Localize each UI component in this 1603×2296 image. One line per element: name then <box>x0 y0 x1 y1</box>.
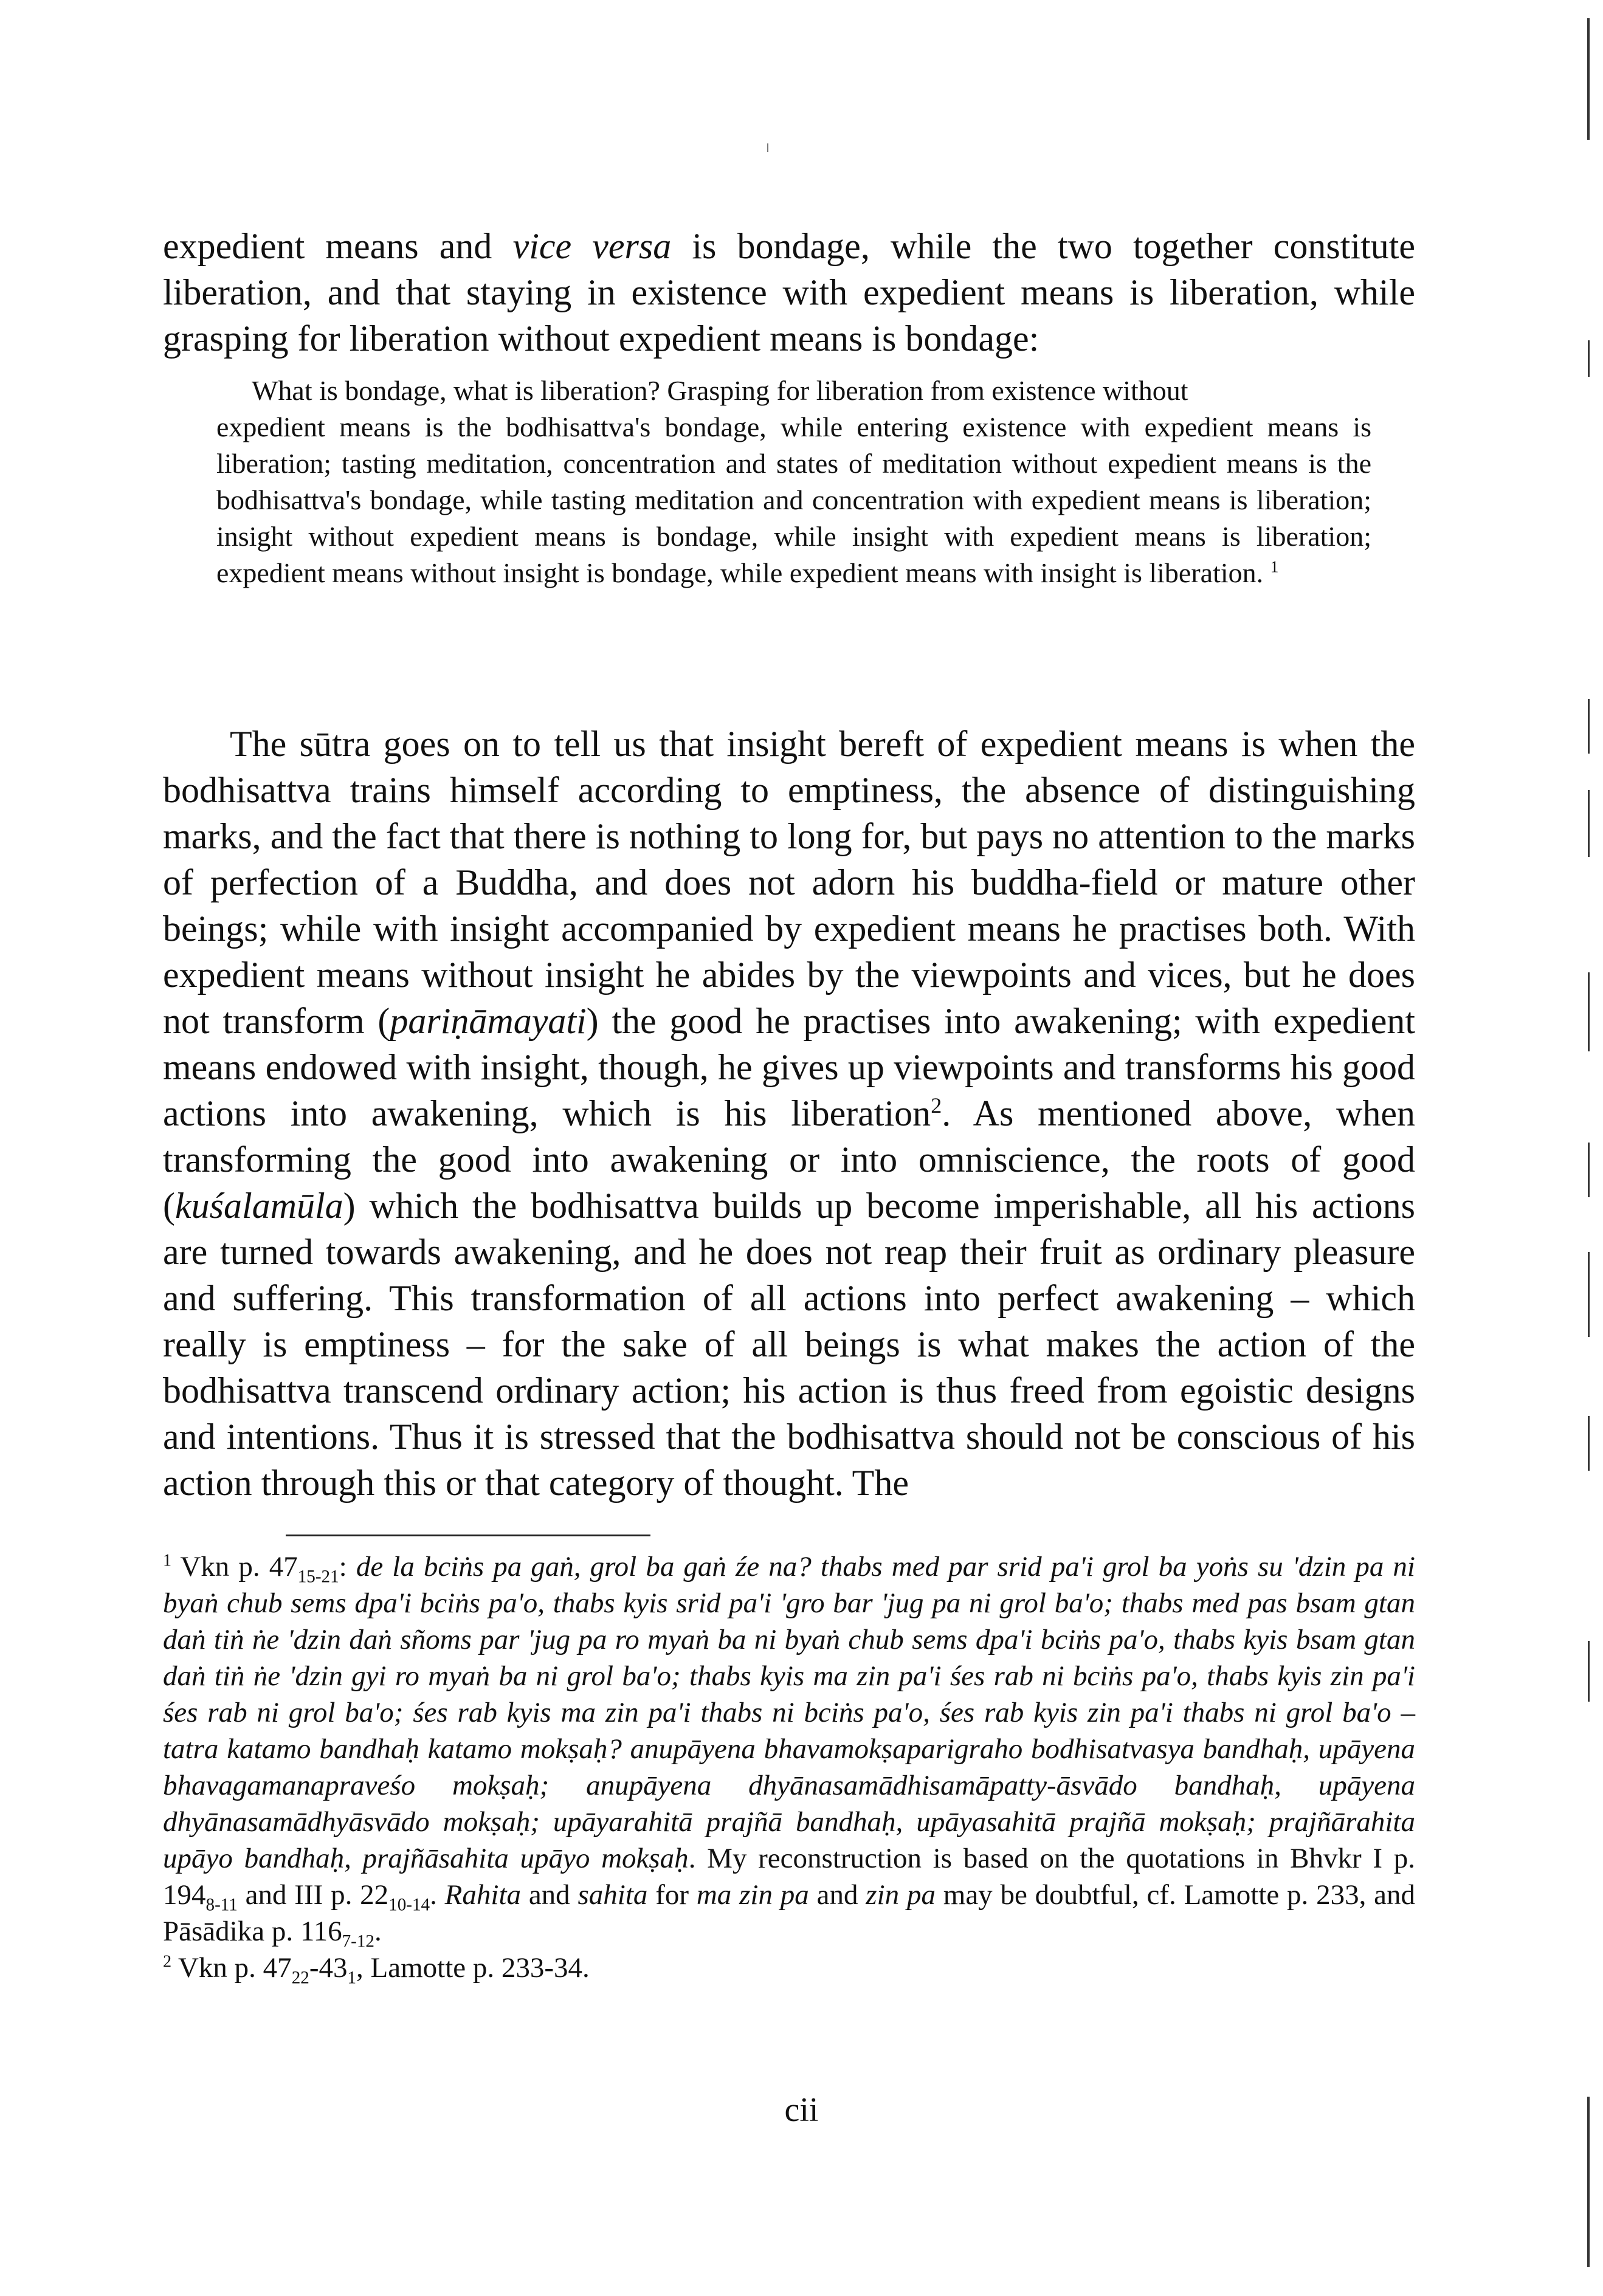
text-run: and <box>521 1879 578 1911</box>
footnote-number: 1 <box>163 1551 172 1570</box>
footnote-number: 2 <box>163 1952 172 1971</box>
footnote-2 <box>163 1950 1415 1986</box>
block-quote <box>216 373 1371 591</box>
line-range: 22 <box>291 1968 309 1988</box>
text-run: The sūtra goes on to tell us that insight bereft of expedient means is when the bodhisattva trains himself according to emptiness, the absence of distinguishing marks, and the fact that there is nothing to long for, but pays no attention to the marks of perfection of a Buddha, and does not adorn his buddha-field or mature other beings; while with insight accompanied by expedient means he practises both. With expedient means without insight he abides by the viewpoints and vices, but he does not transform ( <box>163 724 1415 1041</box>
footnote-ref-1: 1 <box>1270 557 1279 576</box>
scan-edge-mark <box>1588 790 1590 857</box>
text-run: Vkn p. 47 <box>171 1551 298 1583</box>
scan-edge-mark <box>1588 1416 1590 1471</box>
scan-speck <box>767 143 768 152</box>
page-number: cii <box>784 2091 819 2129</box>
italic-term: Rahita <box>444 1879 521 1911</box>
text-run: : <box>339 1551 356 1583</box>
text-run: and III p. 22 <box>237 1879 389 1911</box>
text-run: . As mentioned above, when transforming the good into awakening or into omniscience, the roots of good ( <box>163 1093 1415 1226</box>
footnote-1 <box>163 1548 1415 1950</box>
scan-edge-mark <box>1588 1641 1590 1702</box>
text-run: . <box>374 1916 382 1947</box>
text-run: expedient means and <box>163 226 513 266</box>
italic-term: zin pa <box>866 1879 936 1911</box>
footnote-ref-2: 2 <box>931 1093 942 1118</box>
text-run: ) the good he practises into awakening; with expedient means endowed with insight, though, he gives up viewpoints and transforms his good actions into awakening, which is his liberation <box>163 1001 1415 1133</box>
scan-edge-mark <box>1587 2097 1590 2267</box>
text-run: Vkn p. 47 <box>171 1952 292 1984</box>
text-run: is bondage, while the two together constitute liberation, and that staying in existence with expedient means is liberation, while grasping for liberation without expedient means is bondage: <box>163 226 1415 359</box>
footnote-separator <box>286 1535 650 1536</box>
italic-term: ma zin pa <box>696 1879 809 1911</box>
scan-edge-mark <box>1587 18 1590 140</box>
body-paragraph-1 <box>163 223 1415 362</box>
quoted-source-text: de la bciṅs pa gaṅ, grol ba gaṅ źe na? thabs med par srid pa'i grol ba yoṅs su 'dzin pa ni byaṅ chub sems dpa'i bciṅs pa'o, thabs kyis srid pa'i 'gro bar 'jug pa ni grol ba'o; thabs med pas bsam gtan daṅ tiṅ ṅe 'dzin daṅ sñoms par 'jug pa ro myaṅ ba ni byaṅ chub sems dpa'i bciṅs pa'o, thabs kyis bsam gtan daṅ tiṅ ṅe 'dzin gyi ro myaṅ ba ni grol ba'o; thabs kyis ma zin pa'i śes rab ni bciṅs pa'o, thabs kyis zin pa'i śes rab ni grol ba'o; śes rab kyis ma zin pa'i thabs ni bciṅs pa'o, śes rab kyis zin pa'i thabs ni grol ba'o – tatra katamo bandhaḥ katamo mokṣaḥ? anupāyena bhavamokṣaparigraho bodhisatvasya bandhaḥ, upāyena bhavagamanapraveśo mokṣaḥ; anupāyena dhyānasamādhisamāpatty-āsvādo bandhaḥ, upāyena dhyānasamādhyāsvādo mokṣaḥ; upāyarahitā prajñā bandhaḥ, upāyasahitā prajñā mokṣaḥ; prajñārahita upāyo bandhaḥ, prajñāsahita upāyo mokṣaḥ <box>163 1551 1415 1874</box>
line-range: 8-11 <box>205 1895 238 1915</box>
italic-term: vice versa <box>512 226 672 266</box>
line-range: 10-14 <box>388 1895 430 1915</box>
quote-text: expedient means is the bodhisattva's bondage, while entering existence with expedient means is liberation; tasting meditation, concentration and states of meditation without expedient means is the bodhisattva's bondage, while tasting meditation and concentration with expedient means is liberation; insight without expedient means is bondage, while insight with expedient means is liberation; expedient means without insight is bondage, while expedient means with insight is liberation. <box>216 411 1371 588</box>
text-run: . My reconstruction is based on the quotations in Bhvkr I p. 194 <box>163 1843 1415 1911</box>
italic-term: sahita <box>577 1879 648 1911</box>
italic-term: kuśalamūla <box>174 1186 343 1226</box>
scan-edge-mark <box>1588 972 1590 1051</box>
scan-edge-mark <box>1588 340 1590 377</box>
text-run: may be doubtful, cf. Lamotte p. 233, and Pāsādika p. 116 <box>163 1879 1415 1947</box>
scan-edge-mark <box>1588 1143 1590 1197</box>
scan-edge-mark <box>1588 1252 1590 1337</box>
italic-term: pariṇāmayati <box>390 1001 587 1041</box>
quote-body <box>216 409 1371 591</box>
text-run: , Lamotte p. 233-34. <box>356 1952 590 1984</box>
footnotes <box>163 1548 1415 1986</box>
scan-edge-mark <box>1588 699 1590 754</box>
text-run: ) which the bodhisattva builds up become imperishable, all his actions are turned towards awakening, and he does not reap their fruit as ordinary pleasure and suffering. This transformation of all actions into perfect awakening – which really is emptiness – for the sake of all beings is what makes the action of the bodhisattva transcend ordinary action; his action is thus freed from egoistic designs and intentions. Thus it is stressed that the bodhisattva should not be conscious of his action through this or that category of thought. The <box>163 1186 1415 1503</box>
line-range: 1 <box>347 1968 357 1988</box>
text-run: -43 <box>309 1952 348 1984</box>
line-range: 15-21 <box>297 1567 339 1587</box>
line-range: 7-12 <box>342 1931 374 1951</box>
text-run: for <box>647 1879 697 1911</box>
text-run: and <box>808 1879 866 1911</box>
quote-line-1: What is bondage, what is liberation? Grasping for liberation from existence without <box>252 375 1188 406</box>
body-paragraph-2 <box>163 721 1415 1506</box>
text-run: . <box>430 1879 445 1911</box>
